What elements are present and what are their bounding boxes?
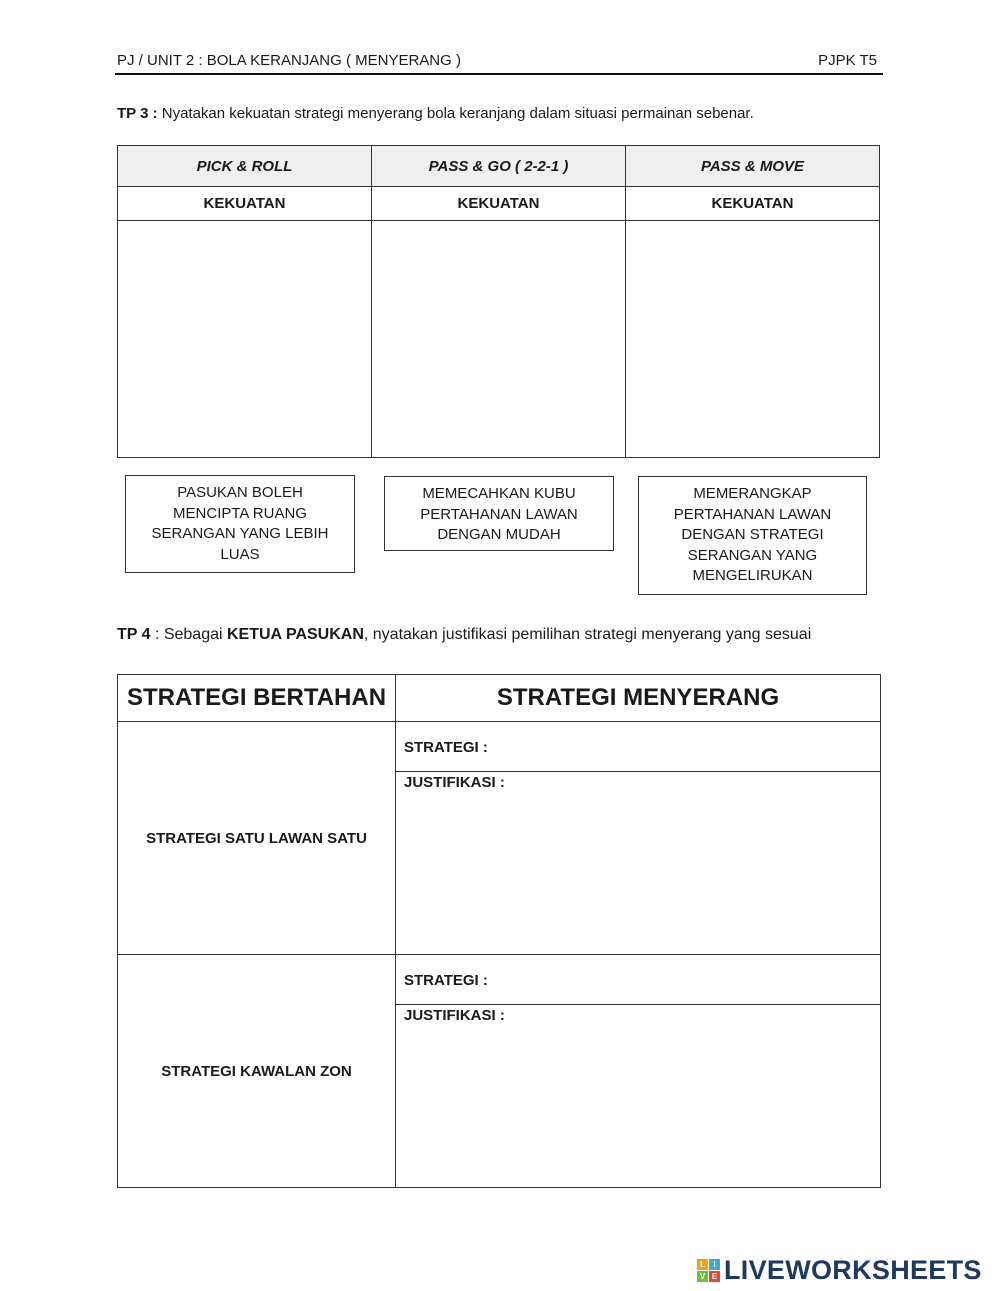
- answer-card-line: DENGAN STRATEGI: [681, 526, 824, 543]
- answer-card-line: PERTAHANAN LAWAN: [420, 505, 578, 523]
- liveworksheets-logo: [697, 1253, 982, 1287]
- tp3-drop-zone-pass-move[interactable]: [626, 221, 880, 458]
- answer-card-line: DENGAN MUDAH: [437, 526, 561, 543]
- tp3-label: TP 3 :: [117, 105, 158, 122]
- logo-wordmark: LIVEWORKSHEETS: [724, 1254, 982, 1285]
- logo-mark-tile: L: [697, 1259, 708, 1270]
- tp3-subheader: KEKUATAN: [118, 187, 372, 221]
- tp4-col-defense: STRATEGI BERTAHAN: [118, 675, 396, 722]
- logo-mark-tile: I: [709, 1259, 720, 1270]
- tp4-defense-zone: STRATEGI KAWALAN ZON: [118, 955, 396, 1188]
- tp4-text-after: , nyatakan justifikasi pemilihan strategi menyerang yang sesuai: [363, 626, 812, 643]
- logo-mark-tile: E: [709, 1271, 720, 1282]
- answer-card-line: SERANGAN YANG LEBIH: [151, 525, 329, 542]
- tp4-strategy-field-1[interactable]: STRATEGI :: [396, 722, 881, 772]
- answer-card-line: MENGELIRUKAN: [692, 567, 813, 584]
- tp3-col-pick-roll: PICK & ROLL: [118, 146, 372, 187]
- tp3-subheader: KEKUATAN: [626, 187, 880, 221]
- tp3-col-pass-move: PASS & MOVE: [626, 146, 880, 187]
- logo-mark-tile: V: [697, 1271, 708, 1282]
- tp3-col-pass-go: PASS & GO ( 2-2-1 ): [372, 146, 626, 187]
- answer-card-2[interactable]: [384, 476, 614, 551]
- answer-card-1[interactable]: [125, 475, 355, 573]
- header-form-code: PJPK T5: [818, 52, 877, 69]
- answer-card-line: MENCIPTA RUANG: [173, 504, 307, 522]
- answer-card-line: PASUKAN BOLEH: [177, 484, 303, 501]
- header-divider: [115, 73, 883, 75]
- tp4-emphasis: KETUA PASUKAN: [227, 626, 364, 643]
- answer-card-line: PERTAHANAN LAWAN: [673, 505, 832, 523]
- tp4-instruction: [117, 626, 811, 644]
- header-unit-title: PJ / UNIT 2 : BOLA KERANJANG ( MENYERANG ): [117, 52, 461, 69]
- tp3-text: Nyatakan kekuatan strategi menyerang bola keranjang dalam situasi permainan sebenar.: [157, 105, 754, 122]
- logo-mark-icon: [697, 1259, 720, 1282]
- answer-card-3[interactable]: [638, 476, 867, 595]
- tp4-justification-field-1[interactable]: JUSTIFIKASI :: [396, 772, 881, 955]
- tp4-strategy-field-2[interactable]: STRATEGI :: [396, 955, 881, 1005]
- tp3-drop-zone-pick-roll[interactable]: [118, 221, 372, 458]
- tp3-instruction: [117, 105, 754, 122]
- tp4-defense-one-on-one: STRATEGI SATU LAWAN SATU: [118, 722, 396, 955]
- tp3-table: [117, 145, 880, 458]
- tp4-table: [117, 674, 881, 1188]
- answer-card-line: MEMERANGKAP: [693, 485, 812, 502]
- tp4-label: TP 4: [117, 626, 151, 643]
- answer-card-line: SERANGAN YANG: [687, 546, 818, 564]
- tp4-justification-field-2[interactable]: JUSTIFIKASI :: [396, 1005, 881, 1188]
- tp3-drop-zone-pass-go[interactable]: [372, 221, 626, 458]
- answer-card-line: MEMECAHKAN KUBU: [422, 485, 576, 502]
- tp3-subheader: KEKUATAN: [372, 187, 626, 221]
- answer-card-line: LUAS: [220, 545, 260, 563]
- tp4-text-before: : Sebagai: [150, 626, 227, 643]
- tp4-col-offense: STRATEGI MENYERANG: [396, 675, 881, 722]
